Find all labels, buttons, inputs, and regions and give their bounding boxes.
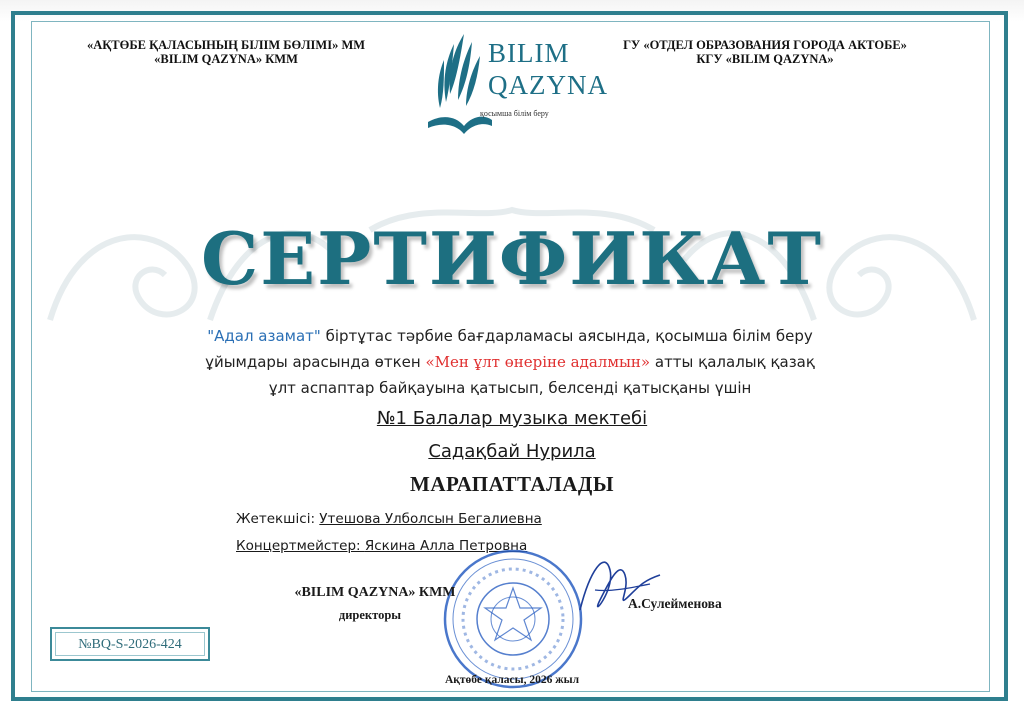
- recipient-school: [0, 408, 1024, 429]
- supervisor-line: [236, 511, 542, 527]
- signer-role: директоры: [338, 608, 402, 622]
- body-line-3: ұлт аспаптар байқауына қатысып, белсенді қатысқаны үшін: [268, 379, 752, 397]
- right-organization: [590, 38, 940, 66]
- feather-book-icon: [424, 30, 494, 142]
- registration-number: №BQ-S-2026-424: [78, 637, 182, 652]
- contest-name: «Мен ұлт өнеріне адалмын»: [425, 353, 651, 371]
- accompanist-name: Яскина Алла Петровна: [364, 538, 528, 554]
- recipient-full-name: Садақбай Нурила: [428, 441, 596, 462]
- left-org-line1: «АҚТӨБЕ ҚАЛАСЫНЫҢ БІЛІМ БӨЛІМІ» ММ: [86, 38, 366, 52]
- right-org-line1: ГУ «ОТДЕЛ ОБРАЗОВАНИЯ ГОРОДА АКТОБЕ»: [623, 38, 907, 52]
- recipient-name: [0, 441, 1024, 462]
- certificate-title: СЕРТИФИКАТ: [201, 216, 823, 301]
- supervisor-label: Жетекшісі:: [236, 511, 320, 527]
- supervisor-name: Утешова Улболсын Бегалиевна: [319, 511, 542, 527]
- left-org-line2: «BILIM QAZYNA» КММ: [154, 52, 298, 66]
- body-line-2-start: ұйымдары арасында өткен: [205, 353, 426, 371]
- bilim-qazyna-logo: [424, 30, 608, 142]
- body-line-2-end: атты қалалық қазақ: [650, 353, 815, 371]
- body-line-2: [150, 349, 870, 375]
- body-line-1: [150, 323, 870, 349]
- signer-name: А.Сулейменова: [628, 596, 722, 611]
- logo-tagline: қосымша білім беру: [480, 109, 549, 118]
- accompanist-label: Концертмейстер:: [236, 538, 365, 554]
- director-signature: [560, 540, 670, 630]
- right-org-line2: КГУ «BILIM QAZYNA»: [696, 52, 834, 66]
- school-name: №1 Балалар музыка мектебі: [376, 408, 648, 429]
- program-name: "Адал азамат": [207, 327, 321, 345]
- logo-text-bilim: BILIM: [488, 38, 570, 68]
- award-text: МАРАПАТТАЛАДЫ: [410, 472, 614, 496]
- left-organization: [66, 38, 386, 66]
- logo-text-qazyna: QAZYNA: [488, 70, 608, 100]
- body-line-1-text: біртұтас тәрбие бағдарламасы аясында, қосымша білім беру: [320, 327, 813, 345]
- footer-city-year: Ақтөбе қаласы, 2026 жыл: [444, 674, 580, 686]
- registration-number-box: [50, 627, 210, 661]
- signer-organization: «BILIM QAZYNA» КММ: [294, 585, 456, 600]
